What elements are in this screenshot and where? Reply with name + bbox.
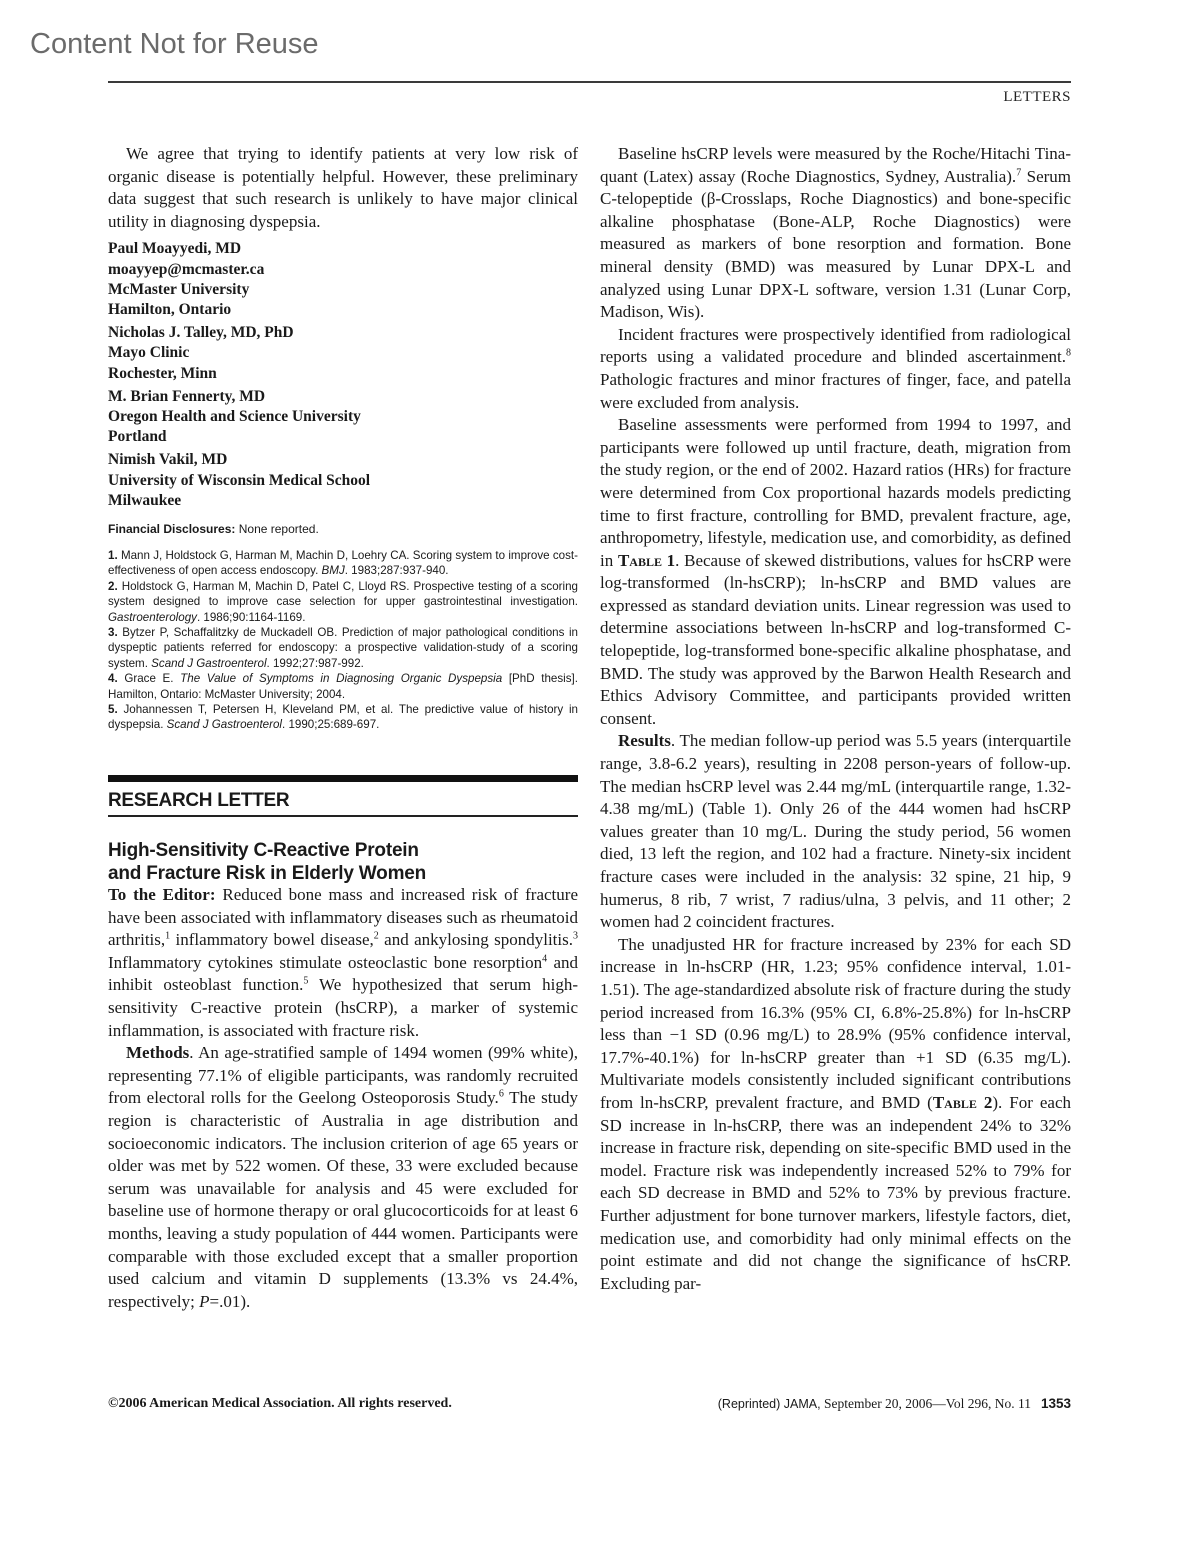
reference-number: 2. [108,579,118,593]
reference-text: Bytzer P, Schaffalitzky de Muckadell OB. Prediction of major pathological conditions in dyspeptic patients referred for endoscopy: a prospective validation-study of a scoring system. [108,626,578,670]
citation-superscript: 4 [542,953,548,965]
body-text: Baseline hsCRP levels were measured by the Roche/Hitachi Tina-quant (Latex) assay (Roche Diagnostics, Sydney, Australia). [600,144,1071,186]
body-text: The unadjusted HR for fracture increased by 23% for each SD increase in ln-hsCRP (HR, 1.23; 95% confidence interval, 1.01-1.51). The age-standardized absolute risk of fracture during the study period increased from 16.3% (95% CI, 6.8%-25.8%) for ln-hsCRP less than −1 SD (0.96 mg/L) to 28.9% (95% confidence interval, 17.7%-40.1%) for ln-hsCRP greater than +1 SD (6.35 mg/L). Multivariate models consistently included significant contributions from ln-hsCRP, prevalent fracture, and BMD ( [600,934,1071,1112]
left-column [108,143,578,733]
reference-number: 5. [108,703,118,717]
author-affiliation: McMaster University [108,280,250,298]
reference-citation: . 1992;27:987-992. [266,656,364,670]
body-text: The study region is characteristic of Australia in age distribution and socioeconomic indicators. The inclusion criterion of age 65 years or older was met by 522 women. Of these, 33 were excluded because serum was unavailable for analysis and 45 were excluded for baseline use of hormone therapy or oral glucocorticoids for at least 6 months, leaving a study population of 444 women. Participants were comparable with those excluded except that a smaller proportion used calcium and vitamin D supplements (13.3% vs 24.4%, respectively; [108,1088,578,1311]
disclosure-label: Financial Disclosures: [108,522,236,537]
author-name: M. Brian Fennerty, MD [108,387,266,405]
body-text: inflammatory bowel disease, [170,930,374,950]
section-rule-thin [108,815,578,817]
reprint-label: (Reprinted) JAMA, [717,1397,821,1411]
citation-superscript: 3 [573,930,578,942]
section-label: LETTERS [1003,89,1071,105]
body-text: =.01). [209,1291,251,1311]
body-text: ). For each SD increase in ln-hsCRP, there was an independent 24% to 32% increase in fracture risk, depending on site-specific BMD used in the model. Fracture risk was independently increased 52% to 79% for each SD decrease in BMD and 52% to 73% by previous fracture. Further adjustment for bone turnover markers, lifestyle factors, diet, medication use, and comorbidity had only minimal effects on the point estimate and did not change the significance of hsCRP. Excluding par- [600,1092,1071,1293]
results-label: Results [618,731,671,751]
reference-text: Johannessen T, Petersen H, Kleveland PM, et al. The predictive value of history in dyspepsia. [108,703,578,732]
author-name: Nimish Vakil, MD [108,451,228,469]
citation-superscript: 1 [165,930,171,942]
body-text: Baseline assessments were performed from 1994 to 1997, and participants were followed up until fracture, death, migration from the study region, or the end of 2002. Hazard ratios (HRs) for fracture were determined from Cox proportional hazards models predicting time to first fracture, controlling for BMD, prevalent fracture, age, anthropometry, lifestyle, medication use, and comorbidity, as defined in [600,415,1071,570]
reference-citation: [PhD thesis]. Hamilton, Ontario: McMaster University; 2004. [108,672,578,701]
reference-text: Holdstock G, Harman M, Machin D, Patel C, Lloyd RS. Prospective testing of a scoring system designed to improve case selection for upper gastrointestinal investigation. [108,579,578,609]
citation-superscript: 6 [498,1088,504,1100]
reference-citation: . 1990;25:689-697. [282,718,380,732]
reference-citation: . 1986;90:1164-1169. [196,610,306,624]
body-text: Inflammatory cytokines stimulate osteoclastic bone resorption [108,952,543,972]
author-affiliation: Mayo Clinic [108,344,190,362]
journal-citation [718,1396,1071,1412]
to-editor-label: To the Editor: [108,885,216,904]
author-block [108,323,578,384]
table-reference[interactable]: Table 2 [932,1092,993,1112]
reference-journal: Gastroenterology [108,610,197,624]
reference-number: 1. [108,549,118,563]
reference-item [108,548,578,579]
reference-citation: . 1983;287:937-940. [344,564,449,578]
reference-item [108,625,578,671]
reference-item [108,579,578,625]
author-name: Paul Moayyedi, MD [108,240,242,258]
author-location: Rochester, Minn [108,364,217,382]
research-letter-label: RESEARCH LETTER [108,790,290,811]
body-text: We hypothesized that serum high-sensitivity C-reactive protein (hsCRP), a marker of systemic inflammation, is associated with fracture risk. [108,975,578,1040]
baseline-assessment-paragraph [600,414,1071,730]
citation-superscript: 7 [1016,166,1022,178]
methods-paragraph [108,1042,578,1313]
fracture-identification-paragraph [600,324,1071,414]
author-email[interactable]: moayyep@mcmaster.ca [108,260,265,278]
body-text: and ankylosing spondylitis. [378,930,573,950]
body-text: and inhibit osteoblast function. [108,952,578,995]
citation-superscript: 5 [303,975,309,987]
table-reference[interactable]: Table 1 [617,550,676,570]
p-value-symbol: P [199,1291,210,1311]
to-editor-paragraph [108,884,578,1042]
author-location: Hamilton, Ontario [108,300,232,318]
body-text: . An age-stratified sample of 1494 women (99% white), representing 77.1% of eligible participants, was randomly recruited from electoral rolls for the Geelong Osteoporosis Study. [108,1043,578,1108]
header-rule [108,81,1071,83]
body-text: . Because of skewed distributions, values for hsCRP were log-transformed (ln-hsCRP); ln-hsCRP and BMD values are expressed as standard deviation units. Linear regression was used to determine associations between ln-hsCRP and log-transformed C-telopeptide, log-transformed bone-specific alkaline phosphatase, and BMD. The study was approved by the Barwon Health Research and Ethics Advisory Committee, and participants provided written consent. [600,550,1071,728]
author-list [108,239,578,511]
body-text: Serum C-telopeptide (β-Crosslaps, Roche Diagnostics) and bone-specific alkaline phosphatase (Bone-ALP, Roche Diagnostics) were measured as markers of bone resorption and formation. Bone mineral density (BMD) was measured by Lunar DPX-L and analyzed using Lunar DPX-L software, version 1.31 (Lunar Corp, Madison, Wis). [600,166,1071,322]
reference-list [108,548,578,733]
research-letter-header [108,775,578,885]
author-location: Portland [108,428,167,446]
assay-paragraph [600,143,1071,324]
issue-citation: September 20, 2006—Vol 296, No. 11 [820,1396,1031,1411]
body-text: . The median follow-up period was 5.5 years (interquartile range, 3.8-6.2 years), resulting in 2208 person-years of follow-up. The median hsCRP level was 2.44 mg/mL (interquartile range, 1.32-4.38 mg/mL) (Table 1). Only 26 of the 444 women had hsCRP values greater than 10 mg/L. During the study period, 56 women died, 13 left the region, and 102 had a fracture. Ninety-six incident fracture cases were included in the analysis: 32 spine, 21 hip, 9 humerus, 8 rib, 7 wrist, 7 radius/ulna, 3 pelvis, and 11 other; 2 women had 2 coincident fractures. [600,731,1071,932]
author-block [108,450,578,511]
page-number: 1353 [1040,1396,1071,1411]
reference-journal: Scand J Gastroenterol [166,718,283,732]
section-rule-thick [108,775,578,782]
copyright-notice: ©2006 American Medical Association. All rights reserved. [108,1396,452,1411]
reference-text: Mann J, Holdstock G, Harman M, Machin D, Loehry CA. Scoring system to improve cost-effectiveness of open access endoscopy. [108,549,578,578]
author-affiliation: University of Wisconsin Medical School [108,471,371,489]
watermark: Content Not for Reuse [30,28,319,60]
article-title-line: High-Sensitivity C-Reactive Protein [108,839,419,861]
author-block [108,239,578,320]
citation-superscript: 2 [373,930,379,942]
reference-journal: BMJ [321,564,345,578]
reference-item [108,702,578,733]
author-affiliation: Oregon Health and Science University [108,408,361,425]
right-column [600,143,1071,1295]
intro-paragraph: We agree that trying to identify patients at very low risk of organic disease is potentially helpful. However, these preliminary data suggest that such research is unlikely to have major clinical utility in diagnosing dyspepsia. [108,144,578,231]
body-text: Incident fractures were prospectively identified from radiological reports using a validated procedure and blinded ascertainment. [600,324,1071,367]
author-name: Nicholas J. Talley, MD, PhD [108,324,294,342]
body-text: Pathologic fractures and minor fractures of finger, face, and patella were excluded from analysis. [600,369,1071,412]
hazard-ratio-paragraph [600,934,1071,1296]
reference-item [108,671,578,702]
author-location: Milwaukee [108,491,182,509]
reference-number: 4. [108,672,118,686]
methods-label: Methods [126,1043,190,1063]
body-text: Reduced bone mass and increased risk of fracture have been associated with inflammatory diseases such as rheumatoid arthritis, [108,885,578,950]
results-paragraph [600,730,1071,933]
reference-number: 3. [108,626,118,640]
author-block [108,387,578,448]
reference-journal: Scand J Gastroenterol [151,656,267,670]
disclosure-text: None reported. [235,522,319,537]
article-title-line: and Fracture Risk in Elderly Women [108,862,427,884]
citation-superscript: 8 [1066,347,1071,359]
financial-disclosures [108,521,578,537]
reference-text: Grace E. [117,672,181,686]
article-title [108,839,578,885]
research-letter-body [108,884,578,1313]
reference-journal: The Value of Symptoms in Diagnosing Organic Dyspepsia [180,672,503,686]
